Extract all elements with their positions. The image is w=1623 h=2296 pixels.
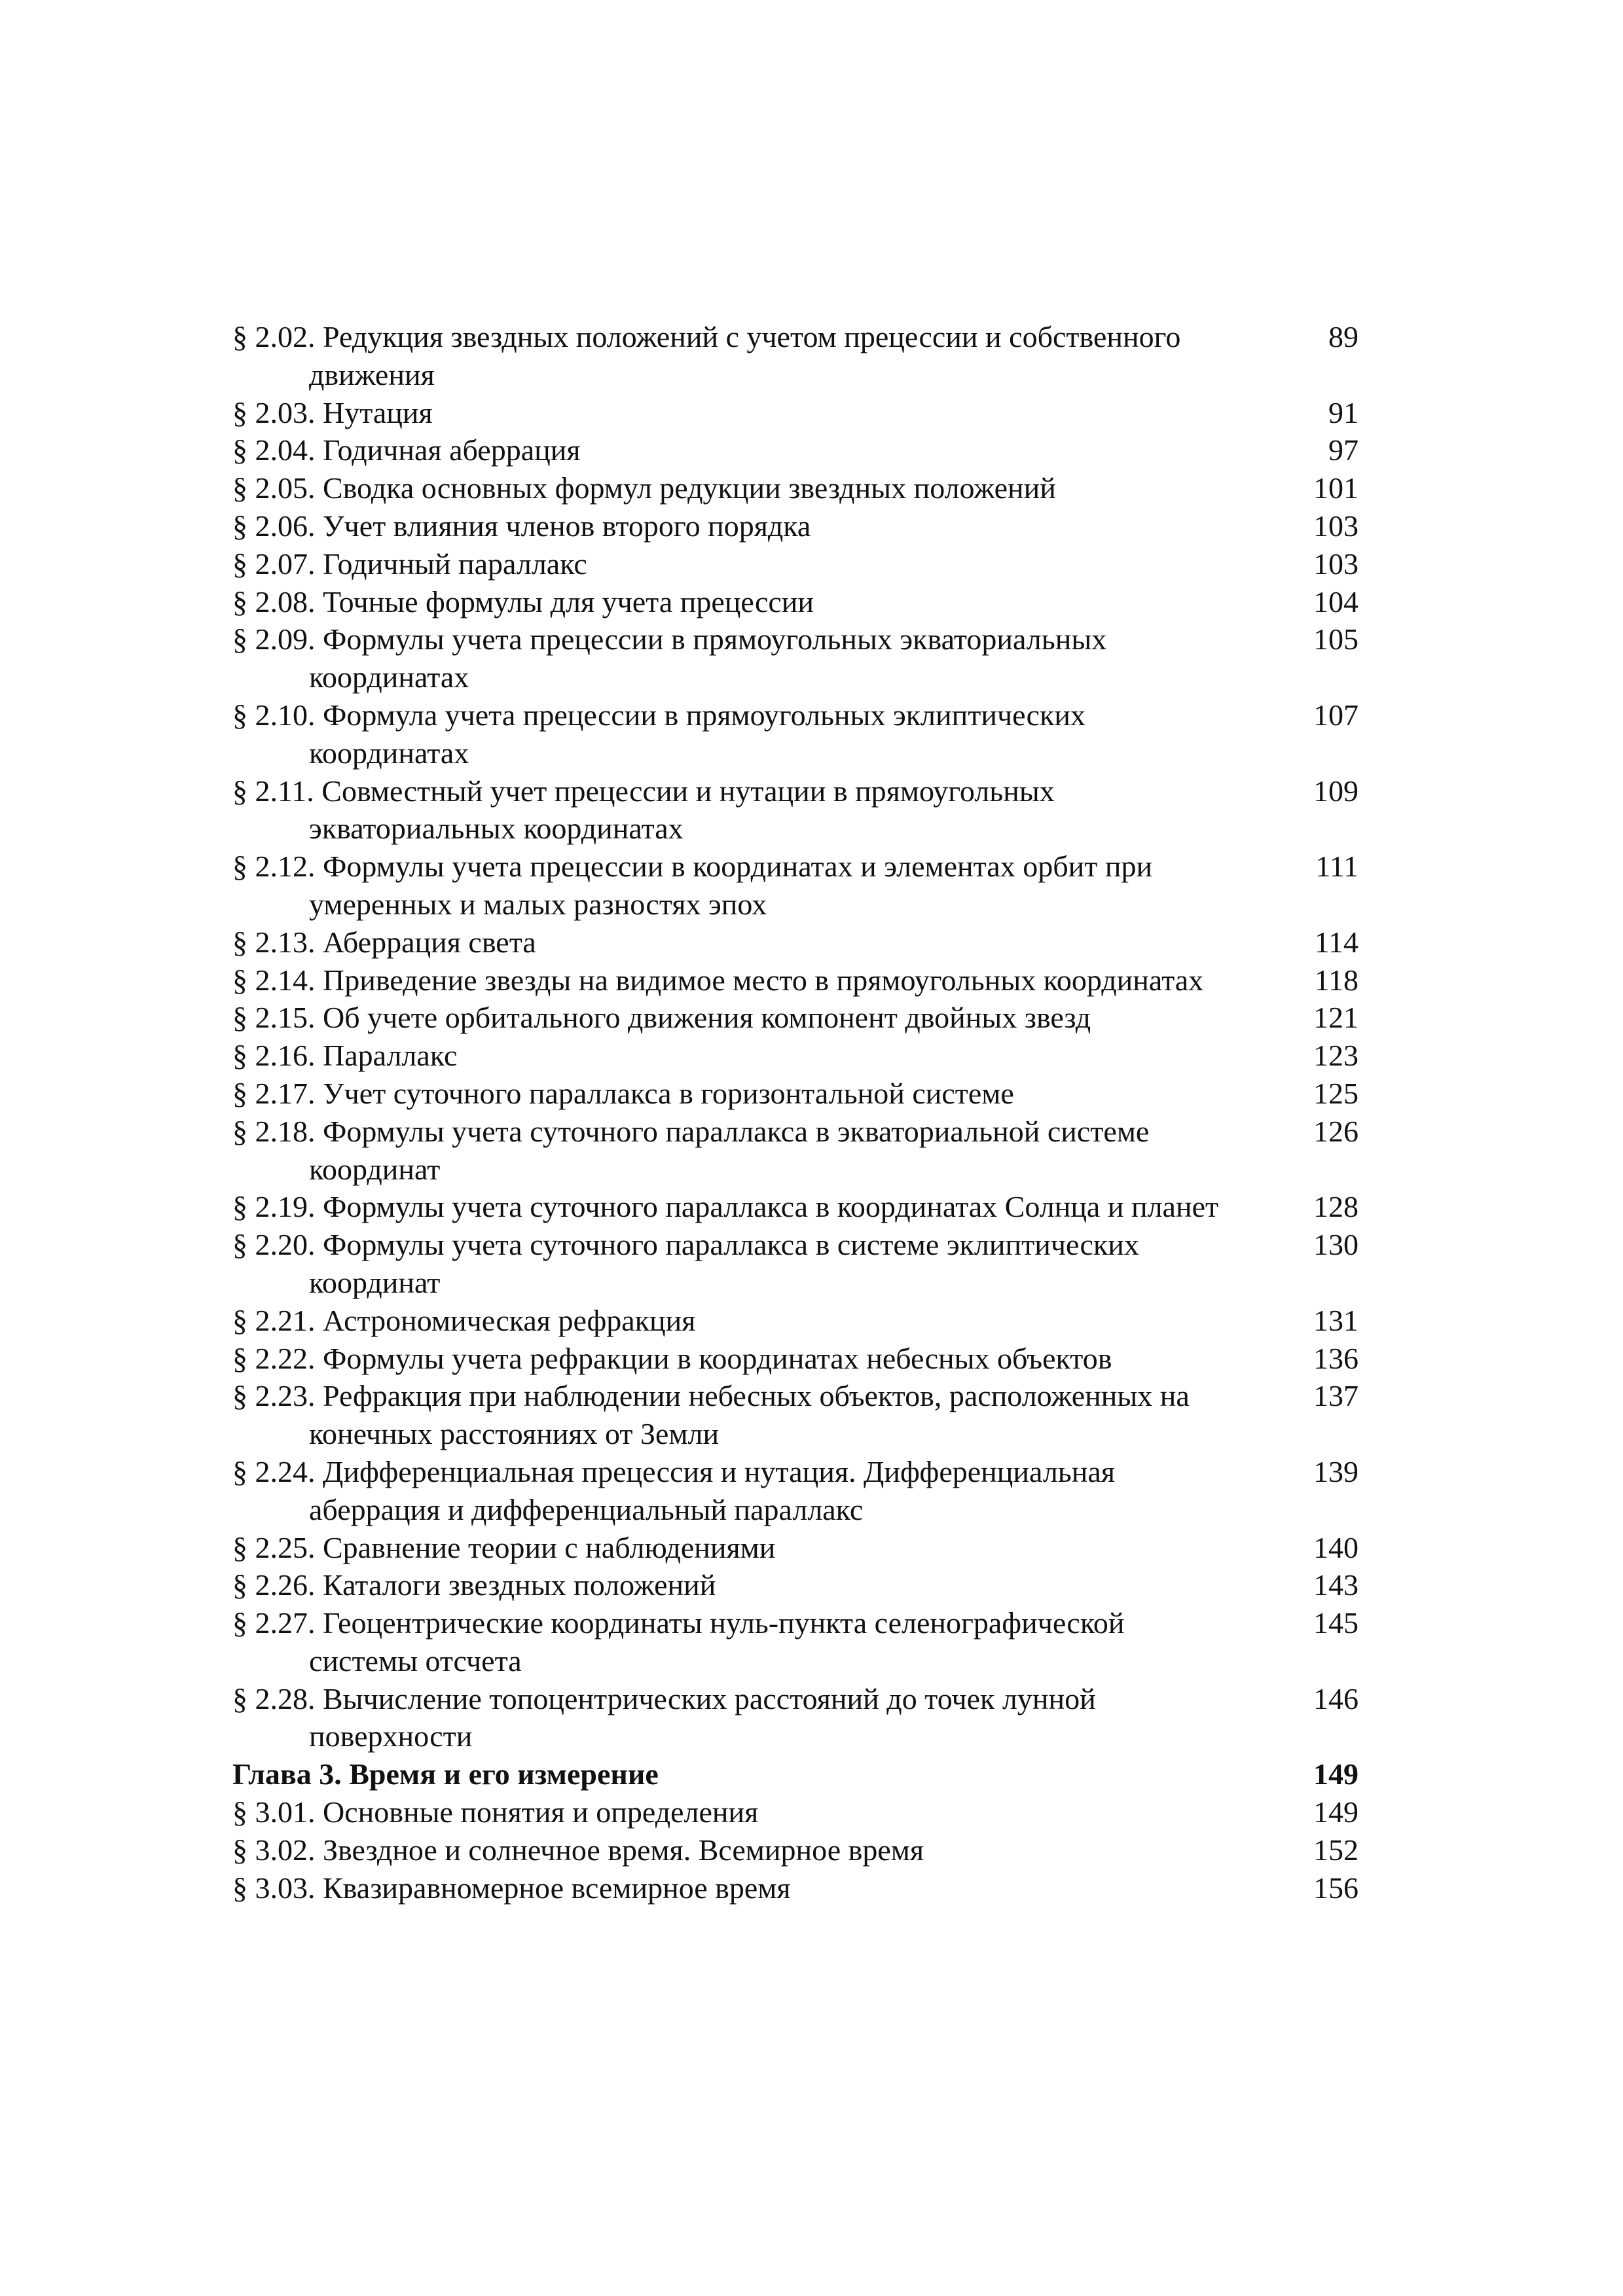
toc-entry-title: § 2.28. Вычисление топоцентрических расстояний до точек лунной поверхности <box>232 1681 1096 1753</box>
toc-entry-title: § 2.14. Приведение звезды на видимое место в прямоугольных координатах <box>232 963 1204 997</box>
toc-entry-page-number: 121 <box>1313 1001 1359 1035</box>
toc-entry-page-number: 109 <box>1313 774 1359 808</box>
toc-entry-page-number: 149 <box>1313 1795 1359 1829</box>
toc-entry-page-number: 130 <box>1313 1228 1359 1262</box>
toc-entry-title: § 2.17. Учет суточного параллакса в горизонтальной системе <box>232 1076 1014 1110</box>
toc-entry <box>232 961 1359 999</box>
toc-entry <box>232 848 1359 924</box>
toc-entry <box>232 1340 1359 1378</box>
toc-entry-title: § 2.10. Формула учета прецессии в прямоугольных эклиптических координатах <box>232 698 1086 770</box>
toc-entry <box>232 772 1359 848</box>
toc-entry-title: § 2.08. Точные формулы для учета прецессии <box>232 584 814 619</box>
toc-entry-title: § 2.23. Рефракция при наблюдении небесных объектов, расположенных на конечных расстояниях от Земли <box>232 1379 1190 1451</box>
toc-entry-title: § 2.25. Сравнение теории с наблюдениями <box>232 1530 776 1564</box>
toc-entry-title: § 2.16. Параллакс <box>232 1039 458 1073</box>
toc-chapter-heading <box>232 1755 1359 1793</box>
toc-entry-page-number: 89 <box>1328 320 1359 353</box>
toc-entry <box>232 1037 1359 1075</box>
toc-entry <box>232 583 1359 621</box>
toc-entry-page-number: 103 <box>1313 547 1359 581</box>
toc-entry <box>232 318 1359 394</box>
toc-entry-page-number: 149 <box>1313 1757 1359 1791</box>
toc-entry <box>232 1831 1359 1869</box>
toc-entry-page-number: 128 <box>1313 1190 1359 1224</box>
toc-entry <box>232 924 1359 961</box>
toc-entry-title: § 2.21. Астрономическая рефракция <box>232 1303 696 1337</box>
toc-entry <box>232 507 1359 545</box>
toc-entry <box>232 1793 1359 1831</box>
toc-entry <box>232 394 1359 432</box>
toc-entry-page-number: 139 <box>1313 1454 1359 1488</box>
toc-entry <box>232 1680 1359 1756</box>
toc-entry-title: § 2.03. Нутация <box>232 395 433 429</box>
toc-entry-title: § 2.15. Об учете орбитального движения компонент двойных звезд <box>232 1001 1091 1035</box>
table-of-contents <box>232 318 1359 1907</box>
toc-entry <box>232 1302 1359 1340</box>
toc-entry-title: § 2.12. Формулы учета прецессии в координатах и элементах орбит при умеренных и малых разностях эпох <box>232 850 1153 921</box>
toc-entry <box>232 1529 1359 1567</box>
toc-entry <box>232 1226 1359 1302</box>
toc-entry-page-number: 137 <box>1313 1379 1359 1413</box>
toc-entry-page-number: 103 <box>1313 509 1359 543</box>
toc-entry <box>232 1188 1359 1226</box>
toc-entry-page-number: 131 <box>1313 1303 1359 1337</box>
toc-entry-page-number: 136 <box>1313 1341 1359 1375</box>
toc-entry-page-number: 107 <box>1313 698 1359 732</box>
toc-entry-title: § 2.26. Каталоги звездных положений <box>232 1568 716 1602</box>
toc-entry-title: § 2.18. Формулы учета суточного параллакса в экваториальной системе координат <box>232 1114 1150 1186</box>
toc-entry-page-number: 152 <box>1313 1833 1359 1867</box>
toc-entry-title: § 3.02. Звездное и солнечное время. Всемирное время <box>232 1833 924 1867</box>
toc-entry-title: § 2.24. Дифференциальная прецессия и нутация. Дифференциальная аберрация и дифференциальный параллакс <box>232 1454 1115 1526</box>
toc-entry-page-number: 126 <box>1313 1114 1359 1148</box>
toc-entry-page-number: 156 <box>1313 1871 1359 1905</box>
toc-entry-page-number: 114 <box>1314 925 1359 959</box>
toc-entry <box>232 1869 1359 1907</box>
toc-entry-title: § 2.20. Формулы учета суточного параллакса в системе эклиптических координат <box>232 1228 1139 1299</box>
toc-entry-page-number: 104 <box>1313 584 1359 619</box>
toc-entry-page-number: 125 <box>1313 1076 1359 1110</box>
toc-entry <box>232 1604 1359 1680</box>
toc-entry <box>232 1113 1359 1189</box>
toc-entry-title: § 2.06. Учет влияния членов второго порядка <box>232 509 811 543</box>
toc-entry <box>232 1566 1359 1604</box>
toc-entry <box>232 431 1359 469</box>
toc-entry-title: § 2.02. Редукция звездных положений с учетом прецессии и собственного движения <box>232 320 1181 391</box>
toc-entry-title: § 2.11. Совместный учет прецессии и нутации в прямоугольных экваториальных координатах <box>232 774 1055 846</box>
toc-entry <box>232 620 1359 696</box>
toc-entry-title: § 2.04. Годичная аберрация <box>232 433 581 467</box>
toc-entry-page-number: 145 <box>1313 1606 1359 1640</box>
toc-entry-title: § 2.22. Формулы учета рефракции в координатах небесных объектов <box>232 1341 1112 1375</box>
toc-entry-title: § 3.01. Основные понятия и определения <box>232 1795 759 1829</box>
toc-entry-title: § 2.19. Формулы учета суточного параллакса в координатах Солнца и планет <box>232 1190 1219 1224</box>
toc-entry <box>232 545 1359 583</box>
toc-entry-page-number: 123 <box>1313 1039 1359 1073</box>
toc-entry-page-number: 105 <box>1313 622 1359 656</box>
toc-entry <box>232 1453 1359 1529</box>
toc-entry-title: § 2.13. Аберрация света <box>232 925 536 959</box>
toc-entry <box>232 999 1359 1037</box>
toc-entry <box>232 1377 1359 1453</box>
toc-entry-title: § 2.07. Годичный параллакс <box>232 547 587 581</box>
toc-entry-page-number: 140 <box>1313 1530 1359 1564</box>
toc-entry <box>232 1075 1359 1113</box>
toc-entry-page-number: 118 <box>1314 963 1359 997</box>
toc-entry-title: § 2.09. Формулы учета прецессии в прямоугольных экваториальных координатах <box>232 622 1107 694</box>
toc-entry-title: § 2.27. Геоцентрические координаты нуль-пункта селенографической системы отсчета <box>232 1606 1125 1677</box>
toc-entry-title: Глава 3. Время и его измерение <box>232 1757 659 1791</box>
toc-entry <box>232 696 1359 772</box>
toc-entry-page-number: 101 <box>1313 471 1359 505</box>
toc-entry-page-number: 143 <box>1313 1568 1359 1602</box>
toc-entry-page-number: 91 <box>1328 395 1359 429</box>
toc-entry-title: § 2.05. Сводка основных формул редукции звездных положений <box>232 471 1056 505</box>
toc-entry-title: § 3.03. Квазиравномерное всемирное время <box>232 1871 791 1905</box>
toc-entry-page-number: 97 <box>1328 433 1359 467</box>
toc-entry-page-number: 111 <box>1315 850 1359 884</box>
toc-entry-page-number: 146 <box>1313 1681 1359 1715</box>
toc-entry <box>232 469 1359 507</box>
